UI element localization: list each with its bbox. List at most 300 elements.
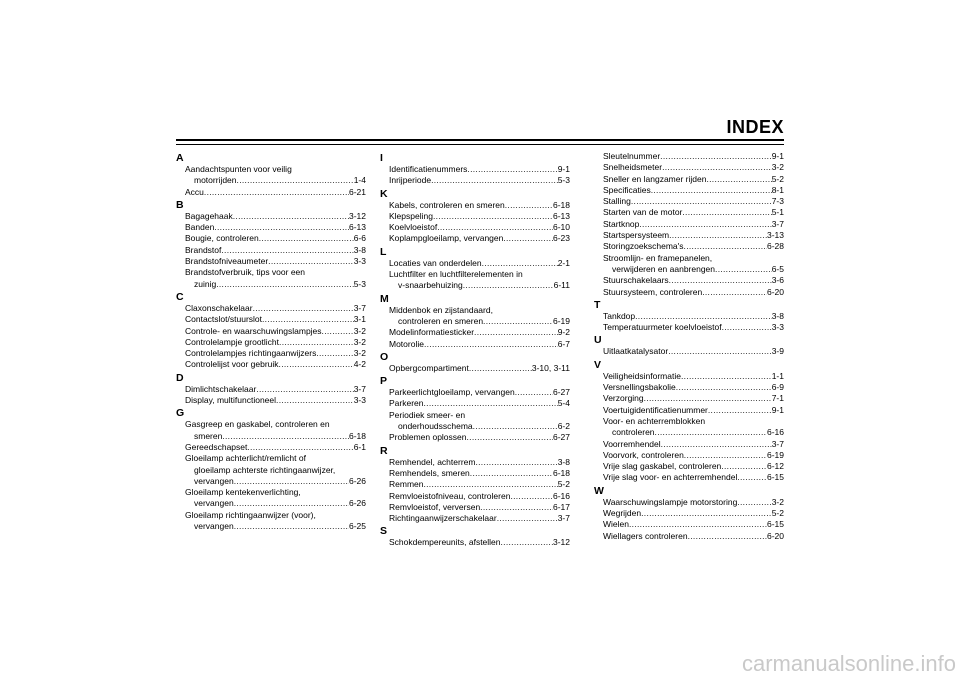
index-entry <box>594 382 784 393</box>
entry-text-line: gloeilamp achterste richtingaanwijzer, <box>194 464 336 475</box>
entry-term: motorrijden <box>194 175 237 186</box>
entry-page-ref: 6-21 <box>348 186 366 197</box>
index-entry <box>176 187 366 198</box>
dot-leader <box>279 359 354 370</box>
dot-leader <box>702 287 767 298</box>
dot-leader <box>706 174 771 185</box>
entry-page-ref: 6-23 <box>552 233 570 244</box>
entry-term: Banden <box>185 222 215 233</box>
entry-term: zuinig <box>194 278 217 289</box>
entry-text-line: Periodiek smeer- en <box>389 409 466 420</box>
entry-page-ref: 1-4 <box>353 175 366 186</box>
section-letter: C <box>176 290 184 303</box>
entry-page-ref: 6-27 <box>552 432 570 443</box>
entry-page-ref: 3-3 <box>771 322 784 333</box>
entry-page-ref: 3-12 <box>552 537 570 548</box>
entry-page-ref: 3-7 <box>771 438 784 449</box>
entry-term: v-snaarbehuizing <box>398 280 463 291</box>
section-letter: G <box>176 407 185 420</box>
index-entry <box>176 453 366 487</box>
entry-term: Sleutelnummer <box>603 151 661 161</box>
entry-page-ref: 6-20 <box>766 286 784 297</box>
entry-term: Veiligheidsinformatie <box>603 370 681 381</box>
entry-page-ref: 6-13 <box>348 222 366 233</box>
entry-page-ref: 5-4 <box>557 398 570 409</box>
entry-page-ref: 9-2 <box>557 327 570 338</box>
entry-term: Brandstof <box>185 244 222 255</box>
entry-term: Motorolie <box>389 338 424 349</box>
entry-term: Vrije slag voor- en achterremhendel <box>603 472 738 483</box>
entry-page-ref: 3-2 <box>353 325 366 336</box>
dot-leader <box>669 230 767 241</box>
entry-term: Startspersysteem <box>603 230 670 241</box>
entry-term: Display, multifunctioneel <box>185 395 277 406</box>
index-entry <box>594 253 784 276</box>
entry-term: Claxonschakelaar <box>185 302 253 313</box>
dot-leader <box>259 233 354 244</box>
entry-term: controleren <box>612 427 655 438</box>
index-entry <box>594 230 784 241</box>
dot-leader <box>237 175 354 186</box>
dot-leader <box>256 384 353 395</box>
index-entry <box>380 258 570 269</box>
index-entry <box>594 287 784 298</box>
dot-leader <box>684 450 767 461</box>
dot-leader <box>316 348 353 359</box>
index-entry <box>380 387 570 398</box>
index-entry <box>176 211 366 222</box>
entry-term: Voertuigidentificatienummer <box>603 404 708 415</box>
entry-page-ref: 6-18 <box>552 467 570 478</box>
entry-term: Richtingaanwijzerschakelaar <box>389 513 497 524</box>
entry-page-ref: 3-6 <box>771 275 784 286</box>
entry-term: Stuursysteem, controleren <box>603 286 703 297</box>
index-entry <box>176 487 366 510</box>
dot-leader <box>204 187 349 198</box>
entry-term: Voorvork, controleren <box>603 449 684 460</box>
dot-leader <box>474 327 558 338</box>
dot-leader <box>737 497 771 508</box>
entry-page-ref: 6-26 <box>348 475 366 486</box>
entry-term: Starten van de motor <box>603 207 683 218</box>
index-entry <box>594 416 784 439</box>
entry-text-line: Middenbok en zijstandaard, <box>389 304 493 315</box>
entry-page-ref: 3-2 <box>353 336 366 347</box>
dot-leader <box>737 472 767 483</box>
entry-term: Bagagehaak <box>185 210 233 221</box>
index-entry <box>176 442 366 453</box>
index-entry <box>380 200 570 211</box>
entry-page-ref: 6-12 <box>766 461 784 472</box>
section-letter: R <box>380 444 388 457</box>
entry-page-ref: 3-7 <box>353 302 366 313</box>
entry-term: Storingzoekschema's <box>603 241 684 252</box>
entry-page-ref: 6-2 <box>557 421 570 432</box>
entry-term: vervangen <box>194 498 234 509</box>
index-entry <box>176 326 366 337</box>
entry-term: Controlelijst voor gebruik <box>185 359 279 370</box>
entry-term: Opbergcompartiment <box>389 362 469 373</box>
dot-leader <box>676 382 772 393</box>
dot-leader <box>483 316 553 327</box>
index-entry <box>594 439 784 450</box>
index-entry <box>176 395 366 406</box>
entry-term: Controlelampjes richtingaanwijzers <box>185 348 317 359</box>
dot-leader <box>262 314 354 325</box>
entry-term: Tankdop <box>603 310 636 321</box>
section-letter: T <box>594 298 601 311</box>
dot-leader <box>214 222 349 233</box>
dot-leader <box>437 222 553 233</box>
index-entry <box>594 207 784 218</box>
entry-term: Inrijperiode <box>389 175 432 186</box>
index-entry <box>594 196 784 207</box>
index-entry <box>380 363 570 374</box>
index-column-2 <box>380 151 570 549</box>
entry-page-ref: 9-1 <box>557 164 570 174</box>
entry-page-ref: 3-3 <box>353 395 366 406</box>
index-entry <box>380 491 570 502</box>
section-letter: U <box>594 334 602 347</box>
section-letter: B <box>176 198 184 211</box>
entry-page-ref: 6-25 <box>348 521 366 532</box>
entry-page-ref: 6-18 <box>348 430 366 441</box>
entry-page-ref: 2-1 <box>557 257 570 268</box>
entry-page-ref: 6-16 <box>552 490 570 501</box>
dot-leader <box>247 442 353 453</box>
entry-term: Startknop <box>603 218 640 229</box>
dot-leader <box>276 395 354 406</box>
index-entry <box>594 497 784 508</box>
entry-page-ref: 4-2 <box>353 359 366 370</box>
entry-term: Brandstofniveaumeter <box>185 256 269 267</box>
section-letter: I <box>380 152 383 164</box>
index-entry <box>380 164 570 175</box>
title-rule-thin <box>176 144 784 145</box>
entry-page-ref: 6-5 <box>771 263 784 274</box>
entry-page-ref: 3-8 <box>557 456 570 467</box>
dot-leader <box>660 151 772 162</box>
entry-term: Kabels, controleren en smeren <box>389 199 505 210</box>
dot-leader <box>503 233 553 244</box>
entry-page-ref: 3-8 <box>353 244 366 255</box>
entry-page-ref: 5-2 <box>771 173 784 184</box>
entry-term: Snelheidsmeter <box>603 162 663 173</box>
entry-page-ref: 6-20 <box>766 530 784 541</box>
entry-term: Controlelampje grootlicht <box>185 336 280 347</box>
entry-term: Sneller en langzamer rijden <box>603 173 707 184</box>
entry-term: Controle- en waarschuwingslampjes <box>185 325 322 336</box>
entry-term: Wiellagers controleren <box>603 530 688 541</box>
index-entry <box>380 305 570 328</box>
entry-page-ref: 6-19 <box>552 315 570 326</box>
entry-page-ref: 6-15 <box>766 472 784 483</box>
dot-leader <box>629 519 767 530</box>
index-entry <box>380 339 570 350</box>
index-entry <box>594 405 784 416</box>
dot-leader <box>469 363 532 374</box>
entry-term: Stalling <box>603 196 631 207</box>
entry-term: Accu <box>185 186 204 197</box>
entry-page-ref: 6-17 <box>552 501 570 512</box>
dot-leader <box>662 162 772 173</box>
entry-page-ref: 6-27 <box>552 387 570 398</box>
entry-page-ref: 3-13 <box>766 230 784 241</box>
section-letter: D <box>176 371 184 384</box>
index-entry <box>594 450 784 461</box>
index-entry <box>176 164 366 187</box>
entry-text-line: Gloeilamp kentekenverlichting, <box>185 487 301 498</box>
entry-page-ref: 1-1 <box>771 370 784 381</box>
entry-term: Koelvloeistof <box>389 222 438 233</box>
entry-page-ref: 5-3 <box>557 175 570 186</box>
entry-term: Verzorging <box>603 393 644 404</box>
entry-term: Voorremhendel <box>603 438 661 449</box>
index-entry <box>380 537 570 548</box>
index-entry <box>594 346 784 357</box>
index-entry <box>380 479 570 490</box>
dot-leader <box>222 431 349 442</box>
dot-leader <box>482 258 558 269</box>
dot-leader <box>708 405 772 416</box>
entry-term: Remvloeistof, verversen <box>389 501 481 512</box>
dot-leader <box>661 439 772 450</box>
index-entry <box>594 461 784 472</box>
entry-term: Uitlaatkatalysator <box>603 346 669 357</box>
index-entry <box>380 269 570 292</box>
entry-page-ref: 3-2 <box>771 496 784 507</box>
entry-page-ref: 5-2 <box>557 479 570 490</box>
dot-leader <box>234 498 349 509</box>
entry-page-ref: 6-19 <box>766 449 784 460</box>
dot-leader <box>668 346 772 357</box>
entry-page-ref: 6-26 <box>348 498 366 509</box>
dot-leader <box>501 537 553 548</box>
entry-term: Modelinformatiesticker <box>389 327 475 338</box>
entry-term: Bougie, controleren <box>185 233 259 244</box>
index-entry <box>176 233 366 244</box>
index-entry <box>594 241 784 252</box>
section-letter: S <box>380 525 388 538</box>
index-entry <box>594 393 784 404</box>
dot-leader <box>431 175 558 186</box>
entry-page-ref: 6-10 <box>552 222 570 233</box>
section-letter: M <box>380 292 389 305</box>
index-entry <box>594 311 784 322</box>
entry-text-line: Gloeilamp achterlicht/remlicht of <box>185 453 306 464</box>
entry-term: Identificatienummers <box>389 164 468 174</box>
entry-text-line: Stroomlijn- en framepanelen, <box>603 252 713 263</box>
index-entry <box>594 519 784 530</box>
index-entry <box>594 185 784 196</box>
entry-page-ref: 7-1 <box>771 393 784 404</box>
index-entry <box>380 222 570 233</box>
entry-term: Specificaties <box>603 184 651 195</box>
dot-leader <box>681 371 772 382</box>
entry-term: Locaties van onderdelen <box>389 257 482 268</box>
entry-page-ref: 6-11 <box>553 280 570 291</box>
entry-page-ref: 6-13 <box>552 210 570 221</box>
dot-leader <box>467 432 553 443</box>
dot-leader <box>715 264 772 275</box>
dot-leader <box>655 427 767 438</box>
entry-page-ref: 3-7 <box>353 383 366 394</box>
index-entry <box>380 233 570 244</box>
entry-page-ref: 3-9 <box>771 346 784 357</box>
entry-term: vervangen <box>194 521 234 532</box>
entry-term: Versnellingsbakolie <box>603 382 676 393</box>
index-entry <box>176 222 366 233</box>
entry-page-ref: 8-1 <box>771 184 784 195</box>
entry-term: Wielen <box>603 519 629 530</box>
entry-page-ref: 9-1 <box>771 404 784 415</box>
index-entry <box>380 211 570 222</box>
dot-leader <box>234 476 349 487</box>
section-letter: W <box>594 484 604 497</box>
dot-leader <box>279 337 354 348</box>
section-letter: O <box>380 350 389 363</box>
index-entry <box>176 303 366 314</box>
dot-leader <box>721 461 767 472</box>
entry-page-ref: 7-3 <box>771 196 784 207</box>
title-rule-thick <box>176 139 784 141</box>
entry-page-ref: 3-7 <box>557 513 570 524</box>
dot-leader <box>424 398 558 409</box>
dot-leader <box>216 279 353 290</box>
entry-page-ref: 5-2 <box>771 508 784 519</box>
entry-term: Remmen <box>389 479 424 490</box>
entry-text-line: Voor- en achterremblokken <box>603 415 706 426</box>
entry-page-ref: 3-2 <box>353 348 366 359</box>
index-entry <box>176 384 366 395</box>
dot-leader <box>635 311 772 322</box>
entry-term: smeren <box>194 430 223 441</box>
dot-leader <box>253 303 354 314</box>
dot-leader <box>631 196 772 207</box>
entry-page-ref: 3-10, 3-11 <box>531 362 570 373</box>
page-title: INDEX <box>726 117 784 137</box>
index-entry <box>380 513 570 524</box>
entry-page-ref: 6-28 <box>766 241 784 252</box>
entry-page-ref: 6-6 <box>353 233 366 244</box>
entry-page-ref: 9-1 <box>771 151 784 161</box>
entry-term: Dimlichtschakelaar <box>185 383 257 394</box>
entry-term: Temperatuurmeter koelvloeistof <box>603 322 722 333</box>
index-entry <box>380 502 570 513</box>
section-letter: L <box>380 245 387 258</box>
dot-leader <box>221 245 353 256</box>
index-entry <box>380 175 570 186</box>
index-column-1 <box>176 151 366 532</box>
dot-leader <box>433 211 553 222</box>
dot-leader <box>669 275 772 286</box>
index-entry <box>176 314 366 325</box>
index-entry <box>380 457 570 468</box>
entry-page-ref: 3-12 <box>348 210 366 221</box>
entry-page-ref: 6-16 <box>766 427 784 438</box>
index-entry <box>594 162 784 173</box>
index-entry <box>176 337 366 348</box>
entry-page-ref: 3-2 <box>771 162 784 173</box>
index-entry <box>594 371 784 382</box>
entry-term: Stuurschakelaars <box>603 275 669 286</box>
dot-leader <box>644 393 772 404</box>
index-entry <box>594 275 784 286</box>
entry-text-line: Luchtfilter en luchtfilterelementen in <box>389 269 523 280</box>
index-entry <box>176 359 366 370</box>
index-entry <box>594 472 784 483</box>
index-entry <box>380 410 570 433</box>
entry-term: Remhendels, smeren <box>389 467 470 478</box>
index-entry <box>380 468 570 479</box>
entry-term: Klepspeling <box>389 210 433 221</box>
dot-leader <box>463 280 554 291</box>
section-letter: P <box>380 375 388 388</box>
entry-page-ref: 6-7 <box>557 338 570 349</box>
index-entry <box>380 398 570 409</box>
entry-term: Waarschuwingslampje motorstoring <box>603 496 738 507</box>
index-entry <box>176 267 366 290</box>
entry-term: Gereedschapset <box>185 441 248 452</box>
entry-term: Remvloeistofniveau, controleren <box>389 490 511 501</box>
dot-leader <box>268 256 354 267</box>
entry-term: verwijderen en aanbrengen <box>612 263 716 274</box>
entry-term: vervangen <box>194 475 234 486</box>
watermark: carmanualsonline.info <box>741 651 956 676</box>
dot-leader <box>467 164 557 175</box>
index-entry <box>176 348 366 359</box>
entry-text-line: Brandstofverbruik, tips voor een <box>185 267 306 278</box>
dot-leader <box>497 513 558 524</box>
dot-leader <box>510 491 553 502</box>
index-entry <box>176 245 366 256</box>
dot-leader <box>473 421 558 432</box>
dot-leader <box>641 508 772 519</box>
entry-page-ref: 6-9 <box>771 382 784 393</box>
dot-leader <box>722 322 772 333</box>
index-entry <box>380 327 570 338</box>
dot-leader <box>688 531 767 542</box>
index-entry <box>594 531 784 542</box>
index-entry <box>594 219 784 230</box>
entry-page-ref: 5-1 <box>771 207 784 218</box>
dot-leader <box>515 387 553 398</box>
dot-leader <box>475 457 557 468</box>
dot-leader <box>322 326 354 337</box>
entry-page-ref: 3-8 <box>771 310 784 321</box>
index-column-3 <box>594 151 784 542</box>
entry-text-line: Gasgreep en gaskabel, controleren en <box>185 419 330 430</box>
index-entry <box>594 322 784 333</box>
index-entry <box>176 256 366 267</box>
entry-page-ref: 6-1 <box>353 441 366 452</box>
index-entry <box>176 419 366 442</box>
entry-term: Koplampgloeilamp, vervangen <box>389 233 504 244</box>
index-entry <box>594 151 784 162</box>
entry-term: Contactslot/stuurslot <box>185 314 263 325</box>
index-entry <box>380 432 570 443</box>
entry-page-ref: 3-7 <box>771 218 784 229</box>
entry-term: Wegrijden <box>603 508 642 519</box>
dot-leader <box>480 502 553 513</box>
dot-leader <box>423 479 557 490</box>
dot-leader <box>682 207 771 218</box>
entry-term: Parkeren <box>389 398 424 409</box>
dot-leader <box>470 468 553 479</box>
entry-page-ref: 5-3 <box>353 278 366 289</box>
section-letter: K <box>380 187 388 200</box>
entry-term: controleren en smeren <box>398 315 484 326</box>
